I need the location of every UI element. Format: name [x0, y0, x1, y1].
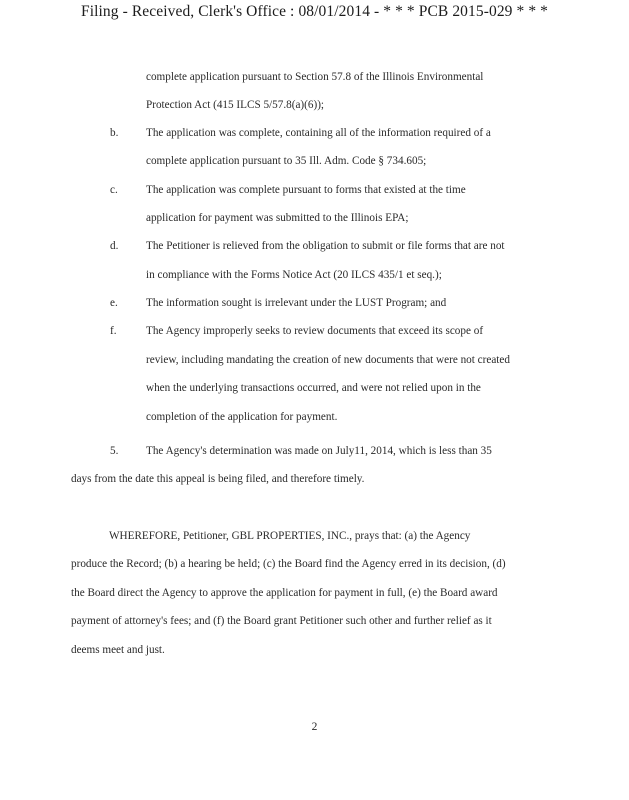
wherefore-line: deems meet and just.: [71, 644, 165, 656]
list-item-line: review, including mandating the creation of new documents that were not created: [146, 354, 510, 366]
paragraph-a-line: Protection Act (415 ILCS 5/57.8(a)(6));: [146, 99, 325, 111]
filing-stamp-header: Filing - Received, Clerk's Office : 08/01/2014 - * * * PCB 2015-029 * * *: [80, 3, 549, 20]
numbered-paragraph-marker: 5.: [110, 445, 119, 457]
list-item-line: The application was complete, containing all of the information required of a: [146, 127, 491, 139]
wherefore-line: the Board direct the Agency to approve the application for payment in full, (e) the Board award: [71, 587, 498, 599]
list-item-line: in compliance with the Forms Notice Act (20 ILCS 435/1 et seq.);: [146, 269, 442, 281]
list-item-marker: e.: [110, 297, 118, 309]
numbered-paragraph-line: The Agency's determination was made on July11, 2014, which is less than 35: [146, 445, 492, 457]
list-item-marker: f.: [110, 325, 117, 337]
page-number: 2: [311, 721, 318, 733]
paragraph-a-line: complete application pursuant to Section 57.8 of the Illinois Environmental: [146, 71, 484, 83]
wherefore-line: payment of attorney's fees; and (f) the Board grant Petitioner such other and further relief as it: [71, 615, 492, 627]
list-item-marker: c.: [110, 184, 118, 196]
list-item-line: when the underlying transactions occurred, and were not relied upon in the: [146, 382, 481, 394]
wherefore-line: WHEREFORE, Petitioner, GBL PROPERTIES, INC., prays that: (a) the Agency: [109, 530, 471, 542]
list-item-line: application for payment was submitted to the Illinois EPA;: [146, 212, 409, 224]
list-item-marker: d.: [110, 240, 119, 252]
list-item-line: The Petitioner is relieved from the obligation to submit or file forms that are not: [146, 240, 505, 252]
list-item-line: complete application pursuant to 35 Ill. Adm. Code § 734.605;: [146, 155, 427, 167]
list-item-line: The information sought is irrelevant under the LUST Program; and: [146, 297, 447, 309]
list-item-marker: b.: [110, 127, 119, 139]
numbered-paragraph-line: days from the date this appeal is being filed, and therefore timely.: [71, 473, 365, 485]
list-item-line: completion of the application for payment.: [146, 411, 338, 423]
wherefore-line: produce the Record; (b) a hearing be held; (c) the Board find the Agency erred in its decision, (d): [71, 558, 506, 570]
list-item-line: The Agency improperly seeks to review documents that exceed its scope of: [146, 325, 484, 337]
list-item-line: The application was complete pursuant to forms that existed at the time: [146, 184, 466, 196]
